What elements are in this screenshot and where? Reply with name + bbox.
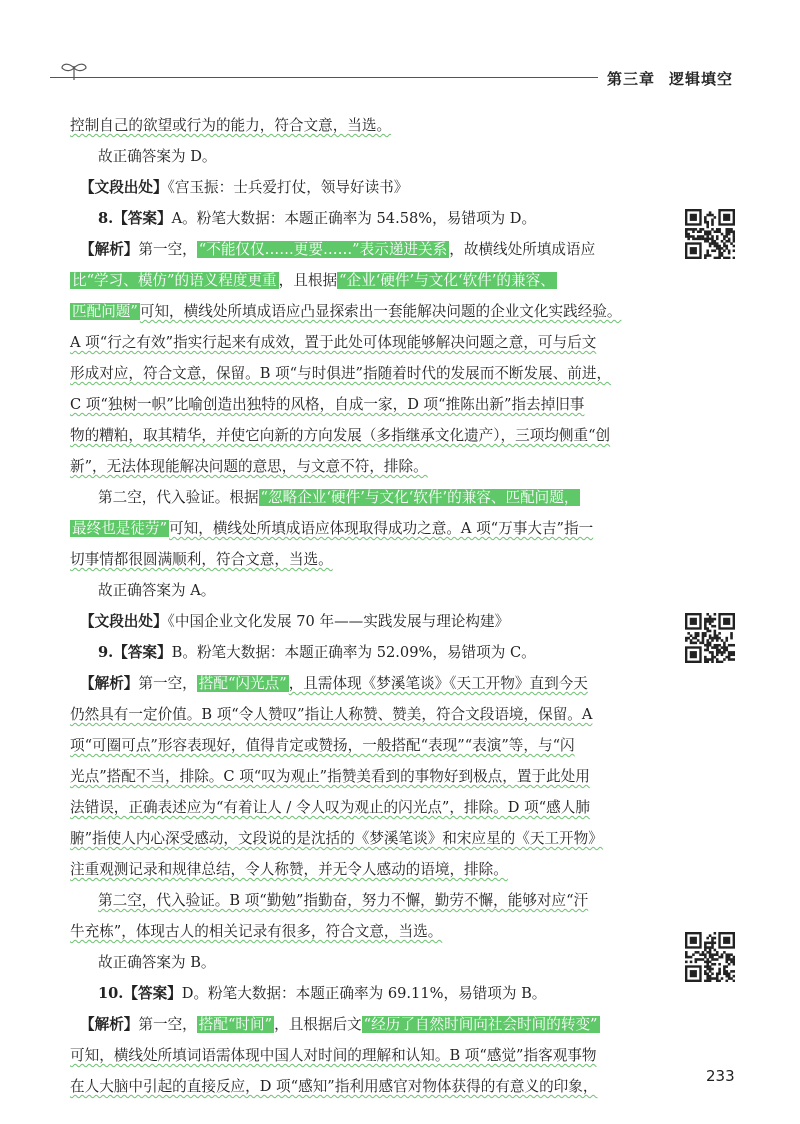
text-segment: A 项“行之有效”指实行起来有成效，置于此处可体现能够解决问题之意，可与后文	[70, 334, 597, 351]
text-segment: 第一空，	[138, 241, 197, 258]
text-line-22	[70, 767, 590, 787]
text-line-29	[98, 984, 546, 1004]
text-line-2	[98, 147, 217, 167]
qr-code-q10	[685, 932, 735, 982]
qr-code-q8	[685, 209, 735, 259]
header-rule	[50, 77, 598, 78]
text-segment: 第一空，	[138, 1016, 197, 1033]
text-line-30	[80, 1015, 600, 1035]
text-segment: ，故横线处所填成语应	[449, 241, 596, 258]
text-segment: B。粉笔大数据：本题正确率为 52.09%，易错项为 C。	[171, 644, 536, 661]
chapter-title: 逻辑填空	[669, 70, 734, 88]
text-segment: 控制自己的欲望或行为的能力，符合文意，当选。	[70, 117, 392, 134]
text-line-31	[70, 1046, 596, 1066]
text-segment: 在人大脑中引起的直接反应，D 项“感知”指利用感官对物体获得的有意义的印象，	[70, 1078, 598, 1095]
label-tag: 【解析】	[80, 241, 139, 258]
text-segment: A。粉笔大数据：本题正确率为 54.58%，易错项为 D。	[171, 210, 537, 227]
text-segment: 故正确答案为 D。	[98, 148, 217, 165]
text-segment: 可知，横线处所填成语应凸显探索出一套能解决问题的企业文化实践经验。	[139, 303, 622, 320]
highlighted-phrase: “经历了自然时间向社会时间的转变”	[363, 1016, 598, 1033]
highlighted-phrase: 搭配“时间”	[198, 1016, 273, 1033]
label-tag: 【文段出处】	[80, 179, 168, 196]
text-line-27	[70, 922, 442, 942]
text-segment: D。粉笔大数据：本题正确率为 69.11%，易错项为 B。	[181, 985, 547, 1002]
highlighted-phrase: “企业‘硬件’与文化‘软件’的兼容、	[339, 272, 555, 289]
text-segment: 光点”搭配不当，排除。C 项“叹为观止”指赞美看到的事物好到极点，置于此处用	[70, 768, 590, 785]
text-segment: 第二空，代入验证。B 项“勤勉”指勤奋，努力不懈，勤劳不懈，能够对应“汗	[98, 892, 589, 909]
label-tag: 【解析】	[80, 675, 139, 692]
highlighted-phrase: “忽略企业‘硬件’与文化‘软件’的兼容、匹配问题，	[260, 489, 579, 506]
text-segment: 新”，无法体现能解决问题的意思，与文意不符，排除。	[70, 458, 428, 475]
text-segment: ，且根据后文	[274, 1016, 362, 1033]
text-segment: 故正确答案为 A。	[98, 582, 216, 599]
text-segment: 《宫玉振：士兵爱打仗，领导好读书》	[167, 179, 409, 196]
text-segment: 项“可圈可点”形容表现好，值得肯定或赞扬，一般搭配“表现”“表演”等，与“闪	[70, 737, 575, 754]
text-line-17	[80, 612, 509, 632]
text-line-26	[98, 891, 588, 911]
highlighted-phrase: “不能仅仅……更要……”表示递进关系	[198, 241, 448, 258]
text-line-10	[70, 395, 584, 415]
text-segment: 注重观测记录和规律总结，令人称赞，并无令人感动的语境，排除。	[70, 861, 508, 878]
label-tag: 8.【答案】	[98, 210, 172, 227]
text-segment: 牛充栋”，体现古人的相关记录有很多，符合文意，当选。	[70, 923, 443, 940]
text-line-12	[70, 457, 428, 477]
chapter-number: 第三章	[607, 70, 656, 88]
text-segment: 故正确答案为 B。	[98, 954, 216, 971]
text-line-32	[70, 1077, 597, 1097]
label-tag: 10.【答案】	[98, 985, 182, 1002]
highlighted-phrase: 比“学习、模仿”的语义程度更重	[72, 272, 277, 289]
sprout-icon	[58, 58, 92, 82]
text-line-7	[70, 302, 621, 322]
text-segment: C 项“独树一帜”比喻创造出独特的风格，自成一家，D 项“推陈出新”指去掉旧事	[70, 396, 585, 413]
text-segment: 可知，横线处所填词语需体现中国人对时间的理解和认知。B 项“感觉”指客观事物	[70, 1047, 597, 1064]
text-segment: 腑”指使人内心深受感动，文段说的是沈括的《梦溪笔谈》和宋应星的《天工开物》	[70, 830, 603, 847]
label-tag: 【文段出处】	[80, 613, 168, 630]
chapter-header	[607, 68, 733, 89]
text-line-24	[70, 829, 603, 849]
text-line-15	[70, 550, 333, 570]
text-line-28	[98, 953, 216, 973]
text-line-1	[70, 116, 391, 136]
text-line-13	[98, 488, 580, 508]
text-line-16	[98, 581, 215, 601]
highlighted-phrase: 最终也是徒劳”	[72, 520, 168, 537]
text-line-23	[70, 798, 590, 818]
text-line-25	[70, 860, 508, 880]
qr-code-q9	[685, 613, 735, 663]
text-segment: 形成对应，符合文意，保留。B 项“与时俱进”指随着时代的发展而不断发展、前进，	[70, 365, 612, 382]
text-line-3	[80, 178, 408, 198]
text-segment: ，且需体现《梦溪笔谈》《天工开物》直到今天	[288, 675, 588, 692]
text-segment: 法错误，正确表述应为“有着让人 / 令人叹为观止的闪光点”，排除。D 项“感人肺	[70, 799, 590, 816]
text-segment: 仍然具有一定价值。B 项“令人赞叹”指让人称赞、赞美，符合文段语境，保留。A	[70, 706, 593, 723]
text-segment: 可知，横线处所填成语应体现取得成功之意。A 项“万事大吉”指一	[169, 520, 594, 537]
text-line-4	[98, 209, 536, 229]
text-segment: 《中国企业文化发展 70 年——实践发展与理论构建》	[167, 613, 510, 630]
text-line-19	[80, 674, 588, 694]
text-line-11	[70, 426, 610, 446]
page-number: 233	[706, 1067, 735, 1085]
text-line-5	[80, 240, 595, 260]
text-line-6	[70, 271, 557, 291]
text-line-20	[70, 705, 592, 725]
text-segment: ，且根据	[278, 272, 338, 289]
text-line-9	[70, 364, 611, 384]
label-tag: 9.【答案】	[98, 644, 172, 661]
highlighted-phrase: 搭配“闪光点”	[198, 675, 287, 692]
highlighted-phrase: 匹配问题”	[72, 303, 138, 320]
text-line-14	[70, 519, 593, 539]
text-segment: 物的糟粕，取其精华，并使它向新的方向发展（多指继承文化遗产），三项均侧重“创	[70, 427, 611, 444]
text-segment: 第二空，代入验证。根据	[98, 489, 259, 506]
text-line-8	[70, 333, 596, 353]
label-tag: 【解析】	[80, 1016, 139, 1033]
text-segment: 切事情都很圆满顺利，符合文意，当选。	[70, 551, 333, 568]
text-segment: 第一空，	[138, 675, 197, 692]
text-line-18	[98, 643, 536, 663]
text-line-21	[70, 736, 575, 756]
